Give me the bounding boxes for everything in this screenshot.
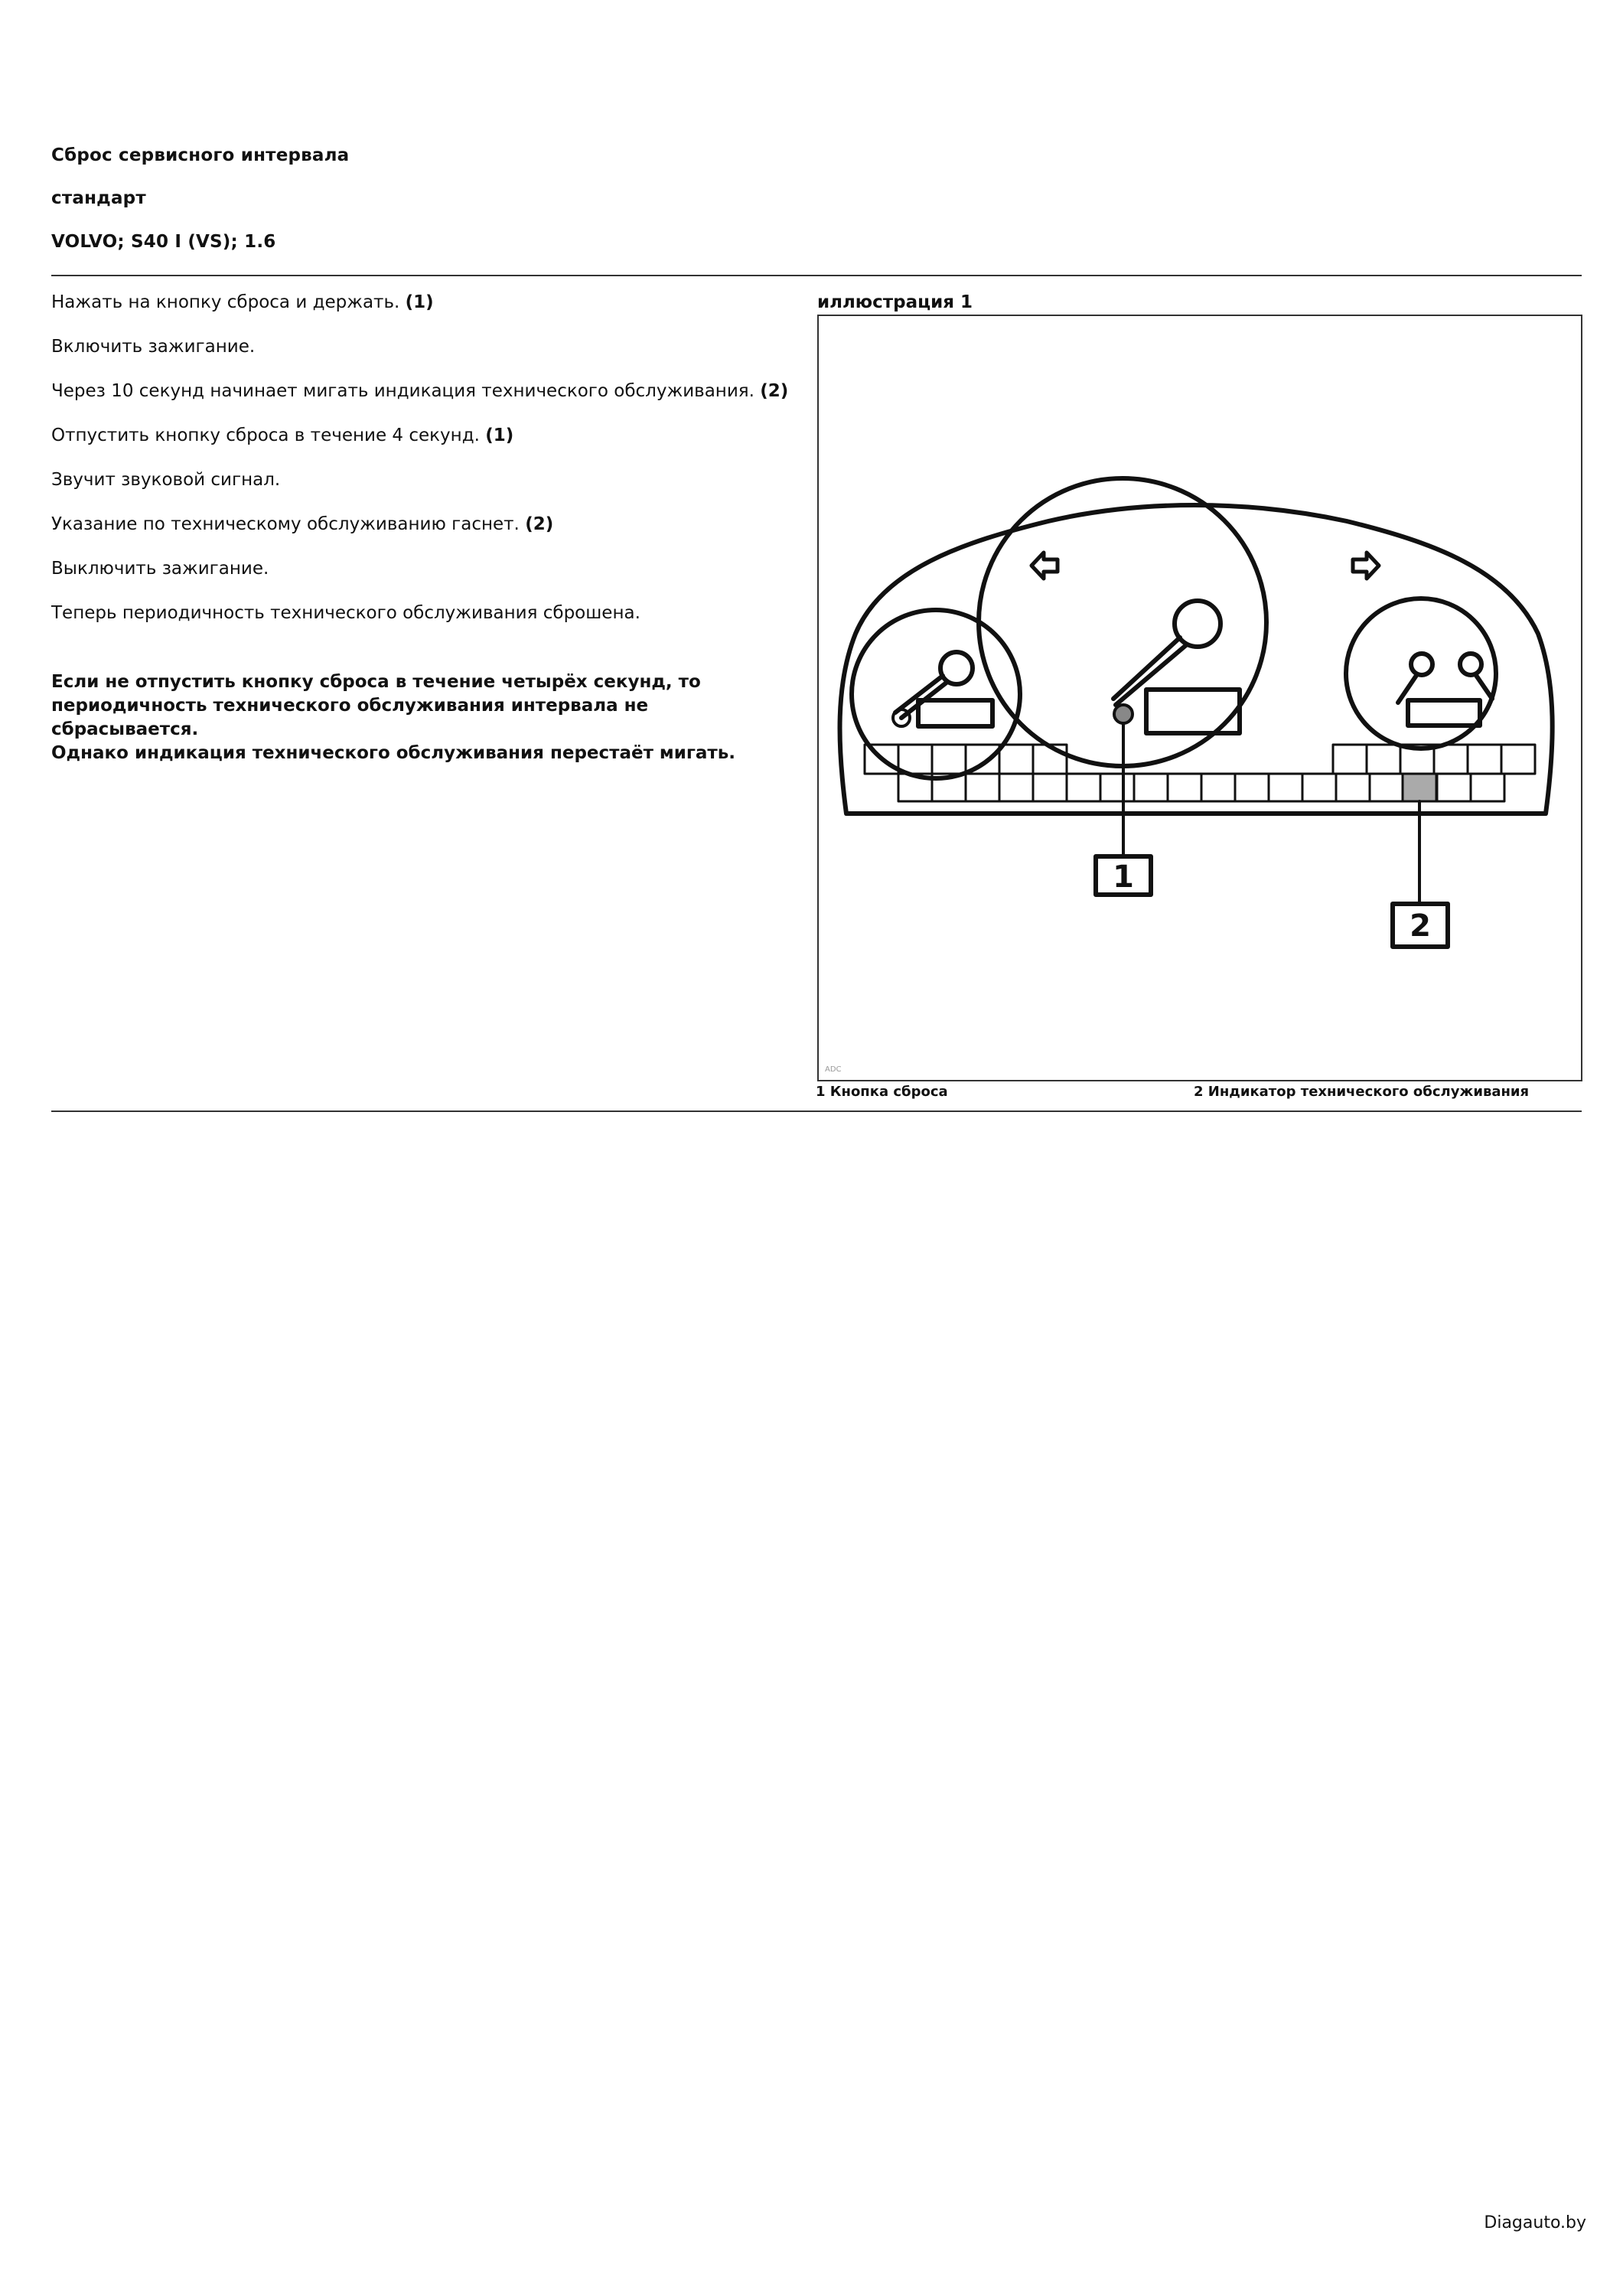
- right-turn-arrow-icon: [1353, 553, 1379, 579]
- footer-site: Diagauto.by: [1484, 2213, 1586, 2232]
- callout-2-label: 2: [1410, 908, 1431, 944]
- step-text: Указание по техническому обслуживанию гаснет.: [51, 514, 520, 534]
- reset-button: [1114, 705, 1133, 723]
- step-text: Звучит звуковой сигнал.: [51, 470, 281, 490]
- step-ref: (2): [525, 514, 554, 534]
- step-text: Нажать на кнопку сброса и держать.: [51, 292, 400, 312]
- service-indicator: [1403, 774, 1436, 801]
- right-gauge-hub-left: [1411, 654, 1432, 675]
- step-text: Отпустить кнопку сброса в течение 4 секунд.: [51, 426, 480, 445]
- step-7: [51, 559, 269, 579]
- header-divider: [51, 275, 1582, 276]
- step-6: [51, 514, 553, 534]
- step-2: [51, 337, 255, 357]
- center-gauge-hub: [1175, 601, 1221, 647]
- cluster-outline: [839, 505, 1552, 814]
- callout-1-label: 1: [1113, 859, 1134, 895]
- step-ref: (1): [485, 426, 514, 445]
- step-1: [51, 292, 434, 312]
- vehicle-label: VOLVO; S40 I (VS); 1.6: [51, 232, 276, 252]
- step-4: [51, 426, 513, 445]
- step-5: [51, 470, 280, 490]
- step-8: [51, 603, 640, 623]
- step-text: Включить зажигание.: [51, 337, 256, 357]
- doc-title: Сброс сервисного интервала: [51, 145, 350, 165]
- center-gauge-display: [1146, 690, 1240, 733]
- left-gauge-hub: [940, 652, 973, 684]
- right-gauge-needle-right: [1475, 674, 1492, 699]
- step-text: Выключить зажигание.: [51, 559, 269, 579]
- note-line-1: Если не отпустить кнопку сброса в течение четырёх секунд, то периодичность технического обслуживания интервала не сбрасывается.: [51, 672, 701, 739]
- center-gauge-needle-b: [1116, 645, 1186, 705]
- illustration-frame: [817, 315, 1582, 1081]
- step-ref: (2): [760, 381, 789, 401]
- left-gauge: [852, 610, 1020, 778]
- right-gauge-display: [1408, 700, 1480, 726]
- warning-note: [51, 670, 786, 765]
- caption-1: 1 Кнопка сброса: [816, 1084, 948, 1100]
- left-gauge-display: [918, 700, 992, 726]
- left-turn-arrow-icon: [1031, 553, 1058, 579]
- watermark: ADC: [825, 1065, 842, 1074]
- instrument-cluster-drawing: [819, 316, 1581, 1080]
- caption-2: 2 Индикатор технического обслуживания: [1194, 1084, 1530, 1100]
- right-gauge-hub-right: [1460, 654, 1481, 675]
- step-3: [51, 381, 788, 401]
- step-text: Теперь периодичность технического обслуживания сброшена.: [51, 603, 640, 623]
- step-ref: (1): [405, 292, 434, 312]
- step-text: Через 10 секунд начинает мигать индикация технического обслуживания.: [51, 381, 754, 401]
- footer-divider: [51, 1110, 1582, 1112]
- illustration-title: иллюстрация 1: [817, 292, 973, 312]
- note-line-2: Однако индикация технического обслуживания перестаёт мигать.: [51, 743, 735, 763]
- doc-subtitle: стандарт: [51, 188, 146, 208]
